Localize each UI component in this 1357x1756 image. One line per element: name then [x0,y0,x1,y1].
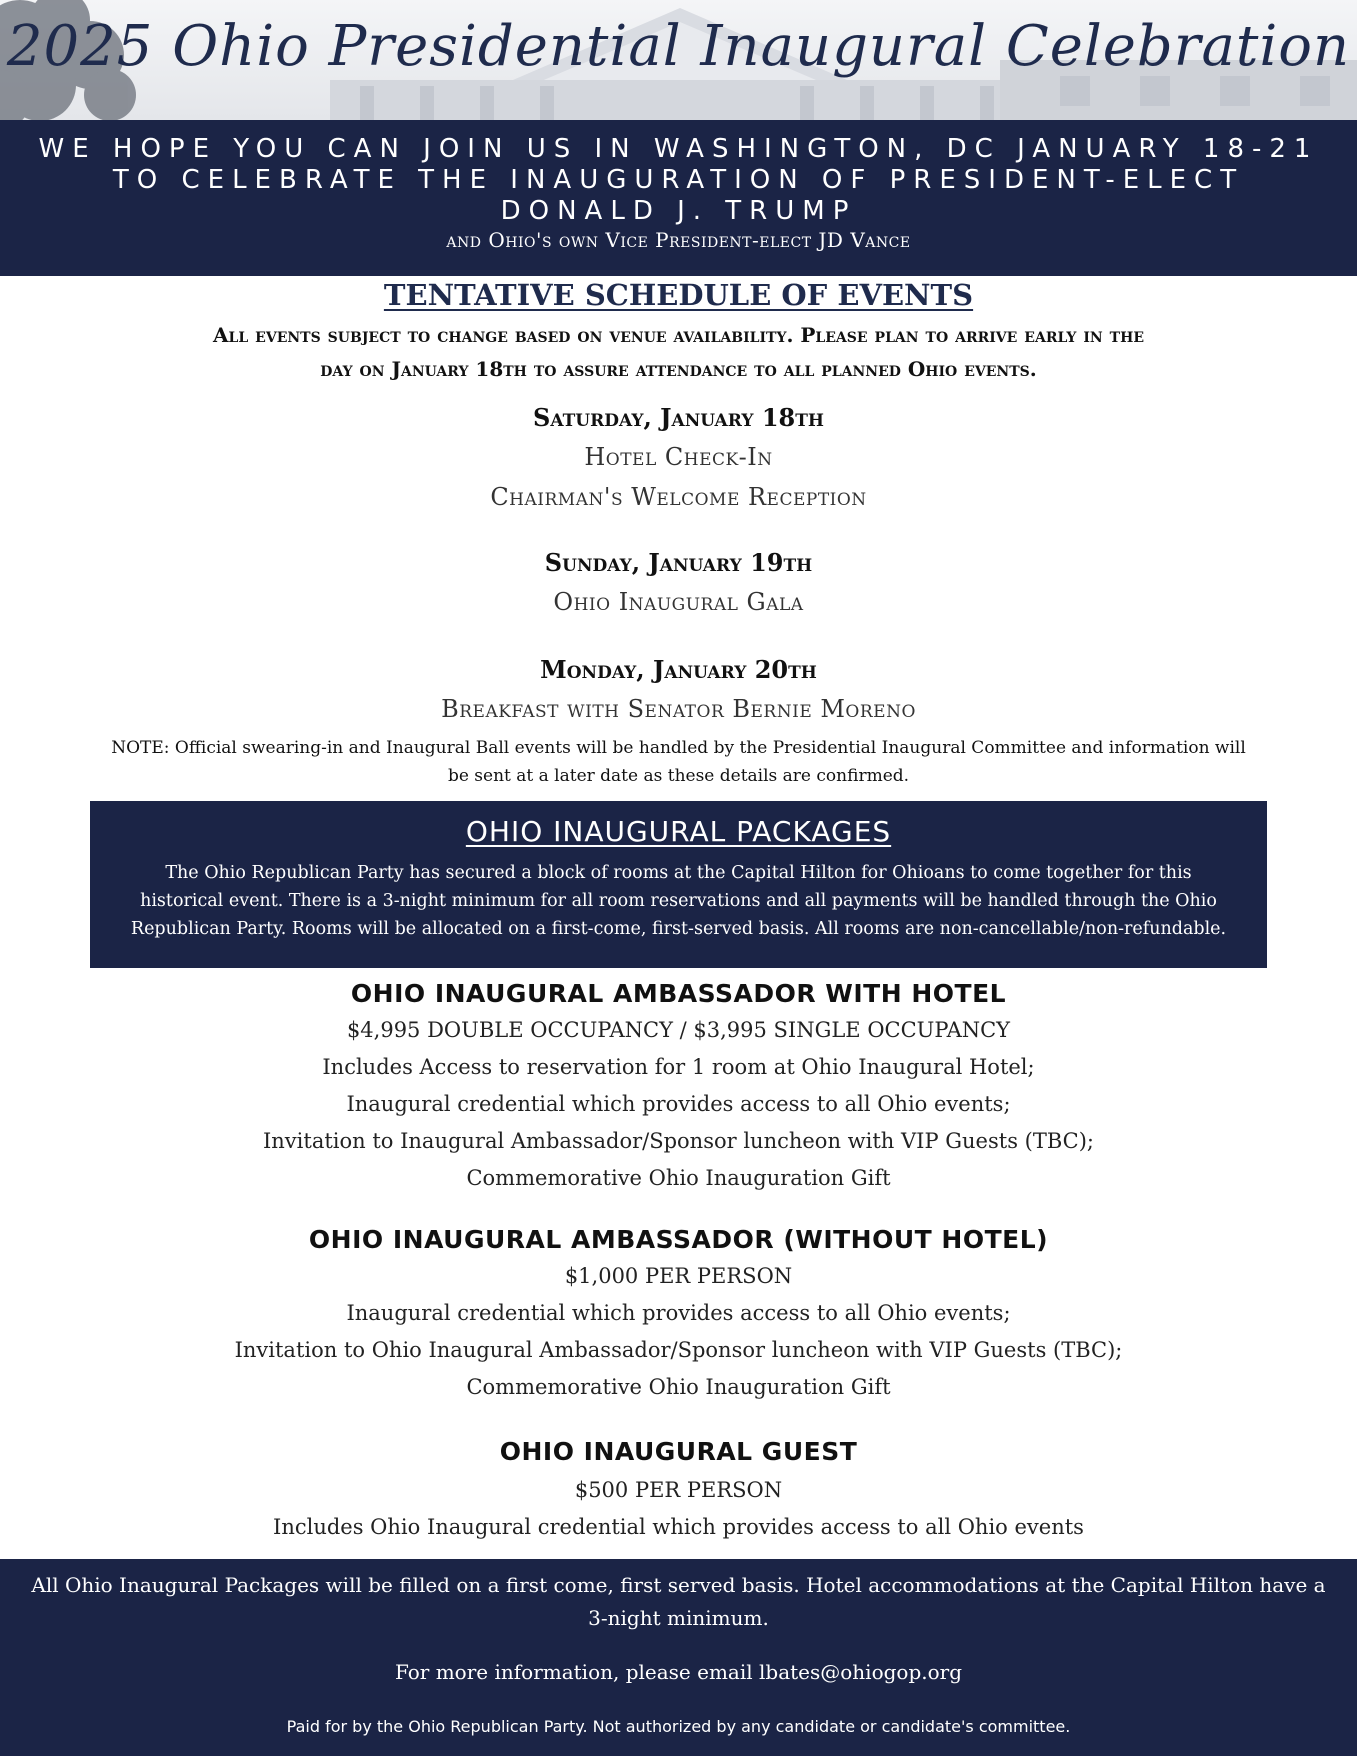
footer-notice-line-2: 3-night minimum. [588,1606,769,1630]
invitation-banner [0,120,1357,276]
schedule-day: Saturday, January 18th [533,403,824,432]
schedule-day: Sunday, January 19th [544,548,813,577]
package-line: Includes Access to reservation for 1 room at Ohio Inaugural Hotel; [322,1055,1035,1079]
packages-title: OHIO INAUGURAL PACKAGES [465,815,892,848]
package-name: OHIO INAUGURAL AMBASSADOR (WITHOUT HOTEL) [308,1225,1049,1254]
schedule-note-line-2: be sent at a later date as these details are confirmed. [447,766,910,786]
schedule-event: Breakfast with Senator Bernie Moreno [441,695,916,723]
package-line: Invitation to Inaugural Ambassador/Sponsor luncheon with VIP Guests (TBC); [262,1129,1095,1153]
package-line: Inaugural credential which provides access to all Ohio events; [346,1092,1011,1116]
package-price: $500 PER PERSON [574,1478,783,1502]
invite-line-2: TO CELEBRATE THE INAUGURATION OF PRESIDENT-ELECT [112,165,1245,195]
schedule-event: Hotel Check-In [584,443,773,471]
schedule-note-line-1: NOTE: Official swearing-in and Inaugural Ball events will be handled by the Presidential Inaugural Committee and information will [111,738,1246,758]
package-name: OHIO INAUGURAL GUEST [499,1437,858,1466]
package-line: Invitation to Ohio Inaugural Ambassador/Sponsor luncheon with VIP Guests (TBC); [234,1338,1123,1362]
footer-contact: For more information, please email lbates@ohiogop.org [394,1660,963,1684]
package-name: OHIO INAUGURAL AMBASSADOR WITH HOTEL [350,979,1007,1008]
schedule-day: Monday, January 20th [540,655,817,684]
invite-line-4: and Ohio's own Vice President-elect JD Vance [446,228,911,252]
schedule-event: Chairman's Welcome Reception [490,483,867,511]
footer-notice [10,1569,1347,1635]
packages-description-line-1: The Ohio Republican Party has secured a block of rooms at the Capital Hilton for Ohioans to come together for this [165,863,1192,883]
schedule-notice-line-2: day on January 18th to assure attendance to all planned Ohio events. [320,357,1037,381]
package-line: Commemorative Ohio Inauguration Gift [466,1375,891,1399]
package-line: Commemorative Ohio Inauguration Gift [466,1166,891,1190]
page-title: 2025 Ohio Presidential Inaugural Celebration [6,14,1351,79]
invite-line-1: WE HOPE YOU CAN JOIN US IN WASHINGTON, DC JANUARY 18-21 [38,134,1319,164]
footer [0,1559,1357,1756]
footer-notice-line-1: All Ohio Inaugural Packages will be filled on a first come, first served basis. Hotel accommodations at the Capital Hilton have a [31,1573,1326,1597]
package-line: Inaugural credential which provides access to all Ohio events; [346,1301,1011,1325]
invite-line-3: DONALD J. TRUMP [500,196,857,226]
package-price: $1,000 PER PERSON [564,1264,793,1288]
schedule-note [40,734,1317,790]
packages-info-box [90,801,1267,968]
schedule-notice-line-1: All events subject to change based on venue availability. Please plan to arrive early in the [213,323,1144,347]
packages-description [100,859,1257,943]
package-price: $4,995 DOUBLE OCCUPANCY / $3,995 SINGLE OCCUPANCY [346,1018,1011,1042]
footer-disclaimer: Paid for by the Ohio Republican Party. Not authorized by any candidate or candidate's committee. [286,1717,1071,1736]
header-banner [0,0,1357,120]
schedule-title: TENTATIVE SCHEDULE OF EVENTS [383,278,974,312]
packages-description-line-2: historical event. There is a 3-night minimum for all room reservations and all payments will be handled through the Ohio [140,891,1217,911]
packages-description-line-3: Republican Party. Rooms will be allocated on a first-come, first-served basis. All rooms are non-cancellable/non-refundable. [130,919,1227,939]
schedule-event: Ohio Inaugural Gala [553,588,804,616]
package-line: Includes Ohio Inaugural credential which provides access to all Ohio events [273,1515,1084,1539]
